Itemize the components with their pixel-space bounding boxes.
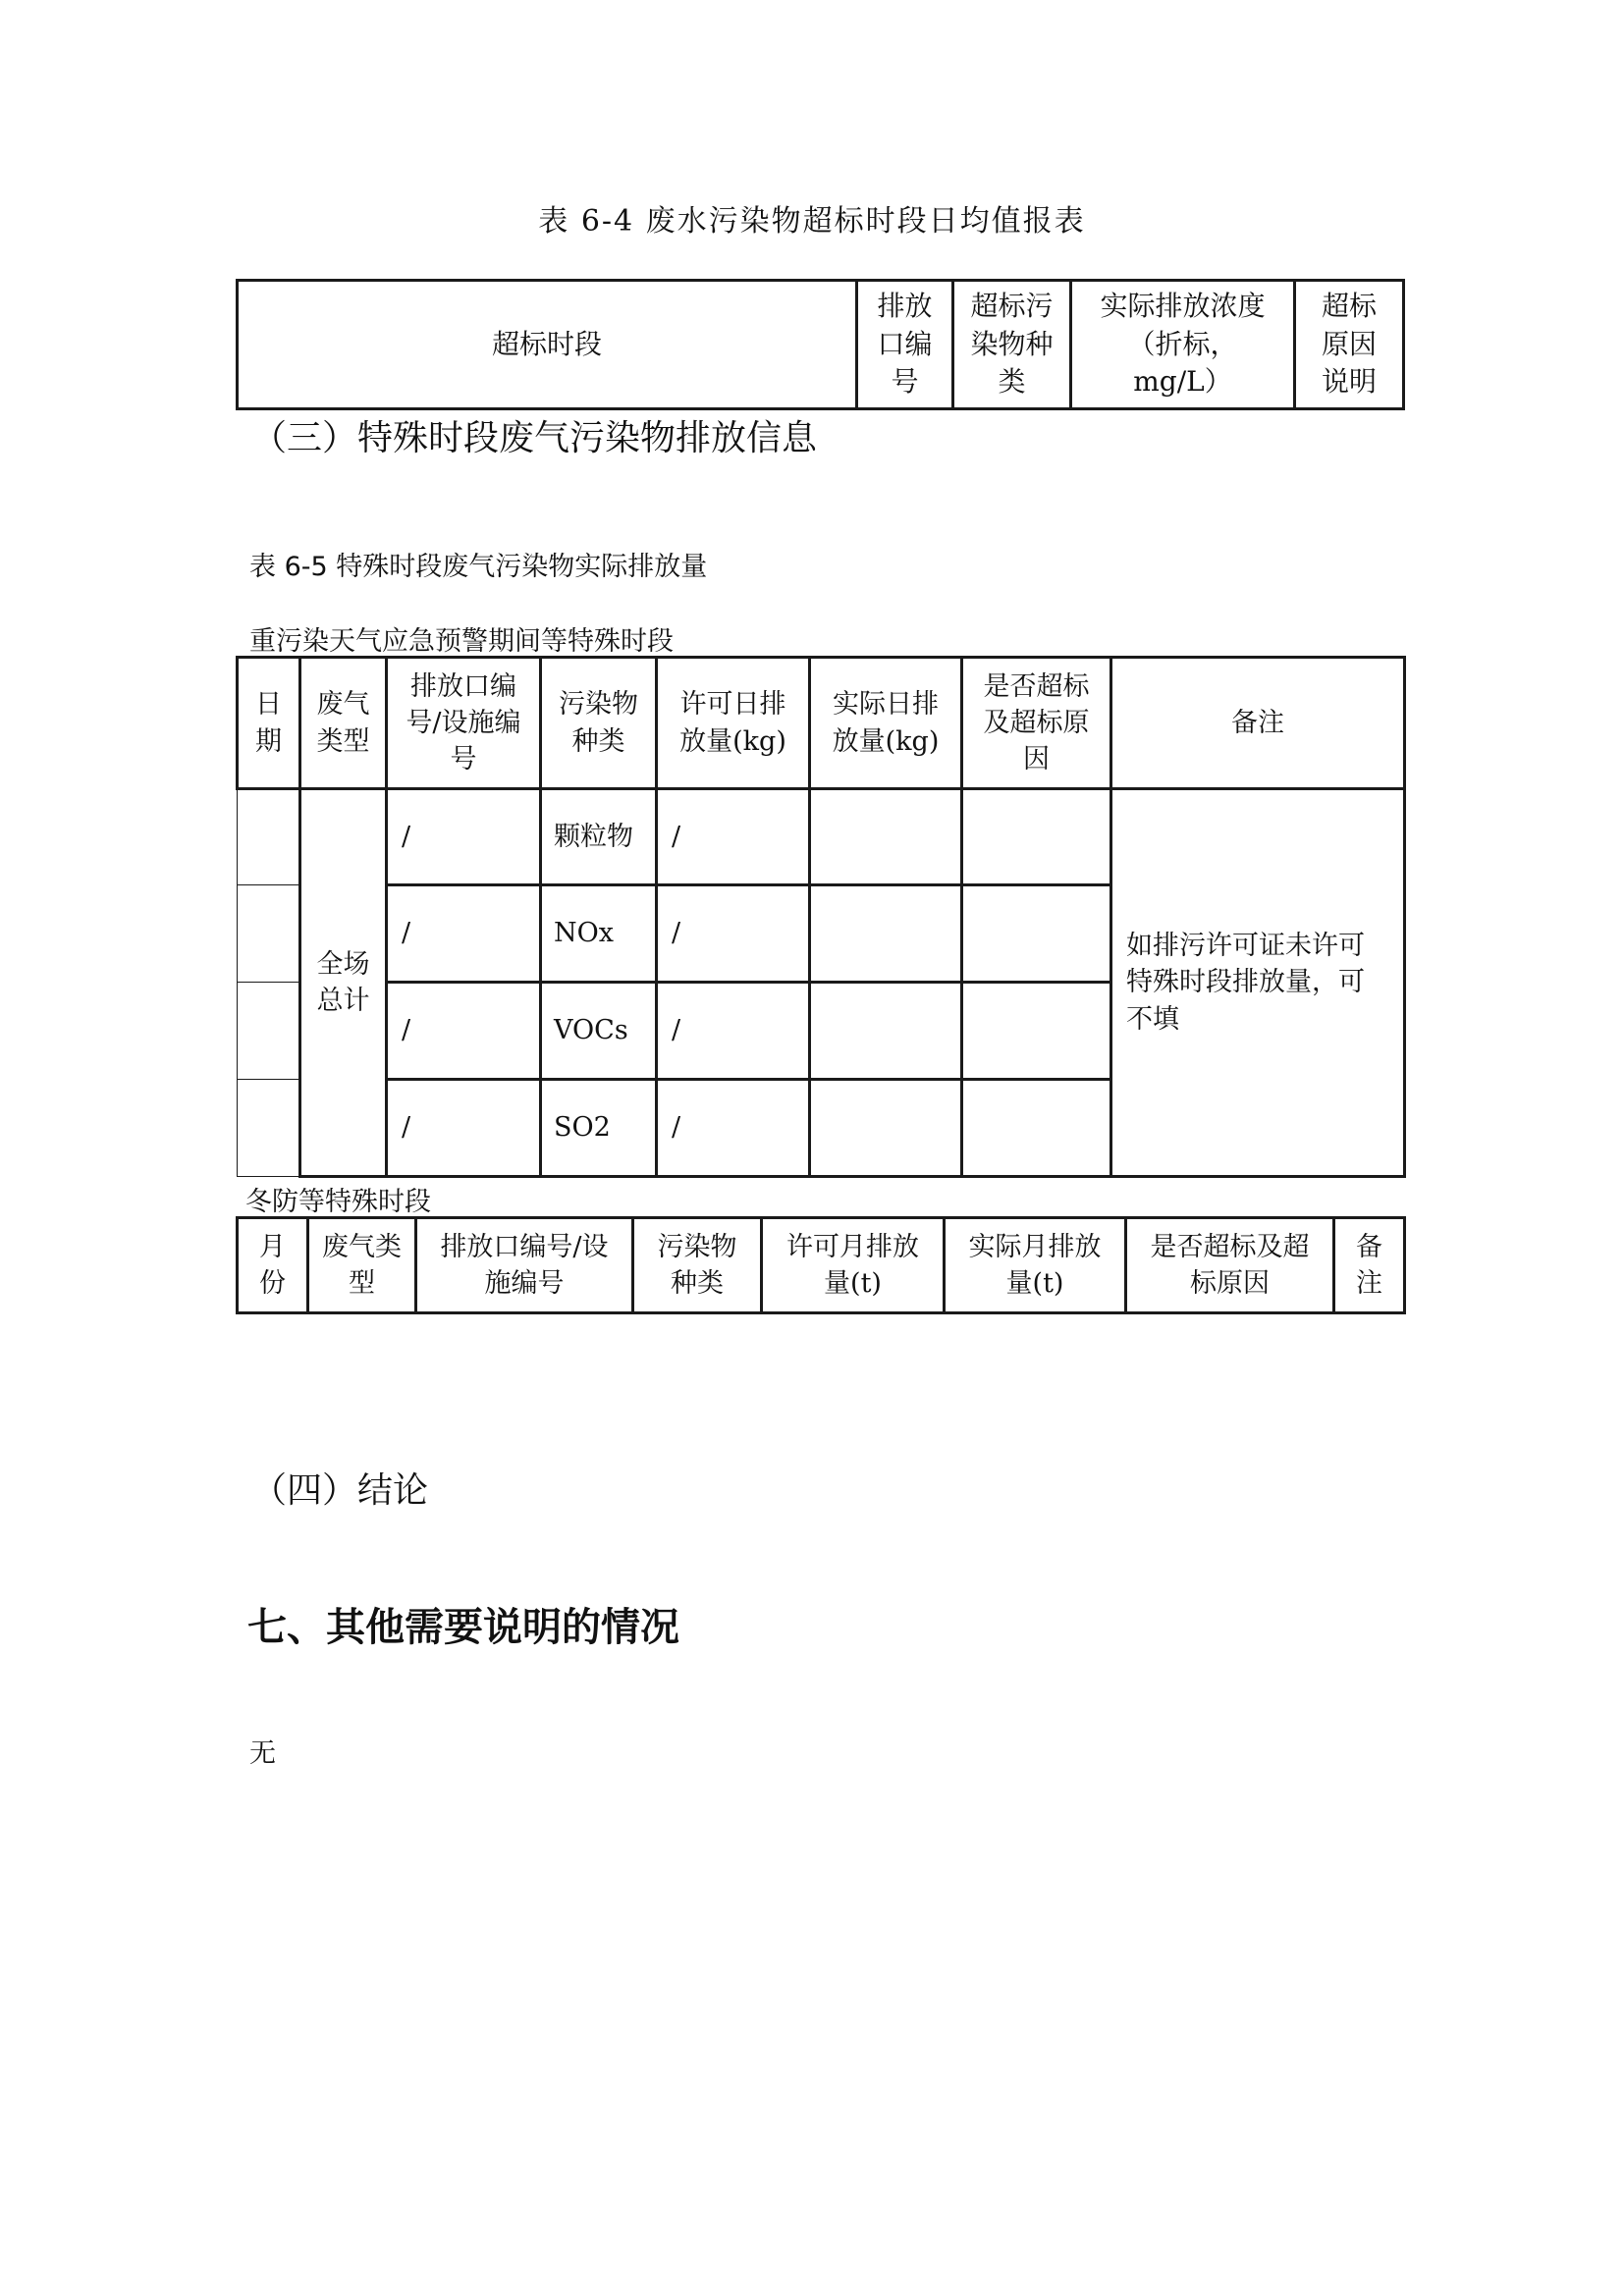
exceed-cell <box>962 789 1111 885</box>
header-permitted-daily: 许可日排 放量(kg) <box>657 658 810 789</box>
remarks-note: 如排污许可证未许可特殊时段排放量，可不填 <box>1111 789 1405 1177</box>
header-gas-type: 废气类 型 <box>308 1218 416 1313</box>
header-exceed-reason: 是否超标及超 标原因 <box>1126 1218 1334 1313</box>
table-winter <box>236 1216 1406 1314</box>
table-6-5-subtitle: 重污染天气应急预警期间等特殊时段 <box>249 626 674 657</box>
exceed-cell <box>962 885 1111 983</box>
header-gas-type: 废气 类型 <box>300 658 387 789</box>
pollutant-cell: SO2 <box>541 1080 657 1177</box>
header-actual-daily: 实际日排 放量(kg) <box>810 658 962 789</box>
header-outlet-facility-no: 排放口编 号/设施编 号 <box>387 658 541 789</box>
permitted-cell: / <box>657 1080 810 1177</box>
header-month: 月 份 <box>238 1218 308 1313</box>
exceed-cell <box>962 1080 1111 1177</box>
header-outlet-no: 排放 口编 号 <box>857 281 953 409</box>
gas-type-cell: 全场 总计 <box>300 789 387 1177</box>
exceed-cell <box>962 983 1111 1080</box>
section-7-heading: 七、其他需要说明的情况 <box>247 1605 679 1650</box>
header-remarks: 备 注 <box>1334 1218 1405 1313</box>
table-6-5 <box>236 656 1406 1178</box>
permitted-cell: / <box>657 983 810 1080</box>
header-pollutant-type: 超标污 染物种 类 <box>953 281 1071 409</box>
actual-cell <box>810 983 962 1080</box>
table-6-4-caption: 表 6-4 废水污染物超标时段日均值报表 <box>538 204 1086 239</box>
winter-table-subtitle: 冬防等特殊时段 <box>245 1187 431 1217</box>
header-overlimit-period: 超标时段 <box>238 281 857 409</box>
date-cell <box>238 1080 300 1177</box>
table-6-5-caption: 表 6-5 特殊时段废气污染物实际排放量 <box>249 552 708 582</box>
table-6-4-header-row <box>238 281 1404 409</box>
date-cell <box>238 983 300 1080</box>
outlet-cell: / <box>387 983 541 1080</box>
section-7-body: 无 <box>249 1738 276 1769</box>
pollutant-cell: NOx <box>541 885 657 983</box>
actual-cell <box>810 885 962 983</box>
outlet-cell: / <box>387 1080 541 1177</box>
pollutant-cell: VOCs <box>541 983 657 1080</box>
table-winter-header-row <box>238 1218 1405 1313</box>
table-6-4 <box>236 279 1405 410</box>
header-remarks: 备注 <box>1111 658 1405 789</box>
permitted-cell: / <box>657 789 810 885</box>
table-6-5-header-row <box>238 658 1405 789</box>
header-actual-monthly: 实际月排放 量(t) <box>945 1218 1126 1313</box>
header-exceed-reason: 是否超标 及超标原 因 <box>962 658 1111 789</box>
date-cell <box>238 885 300 983</box>
section-4-heading: （四）结论 <box>251 1470 429 1511</box>
header-outlet-facility-no: 排放口编号/设 施编号 <box>416 1218 633 1313</box>
date-cell <box>238 789 300 885</box>
outlet-cell: / <box>387 789 541 885</box>
header-actual-concentration: 实际排放浓度 （折标， mg/L） <box>1071 281 1295 409</box>
header-overlimit-reason: 超标 原因 说明 <box>1295 281 1404 409</box>
header-date: 日 期 <box>238 658 300 789</box>
header-permitted-monthly: 许可月排放 量(t) <box>762 1218 945 1313</box>
outlet-cell: / <box>387 885 541 983</box>
header-pollutant-type: 污染物 种类 <box>541 658 657 789</box>
section-3-heading: （三）特殊时段废气污染物排放信息 <box>251 418 818 458</box>
actual-cell <box>810 789 962 885</box>
table-row <box>238 789 1405 885</box>
pollutant-cell: 颗粒物 <box>541 789 657 885</box>
permitted-cell: / <box>657 885 810 983</box>
header-pollutant-type: 污染物 种类 <box>633 1218 762 1313</box>
actual-cell <box>810 1080 962 1177</box>
